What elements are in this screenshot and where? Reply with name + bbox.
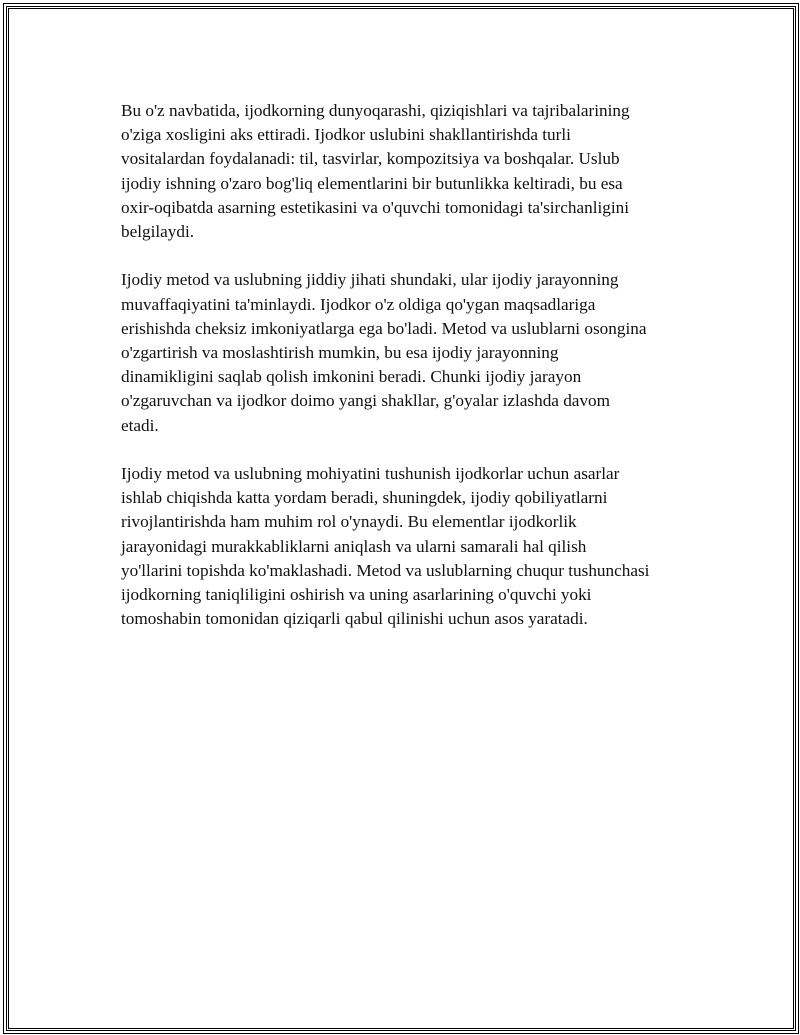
paragraph-1: Bu o'z navbatida, ijodkorning dunyoqarashi, qiziqishlari va tajribalarining o'ziga xosligini aks ettiradi. Ijodkor uslubini shakllantirishda turli vositalardan foydalanadi: til, tasvirlar, kompozitsiya va boshqalar. Uslub ijodiy ishning o'zaro bog'liq elementlarini bir butunlikka keltiradi, bu esa oxir-oqibatda asarning estetikasini va o'quvchi tomonidagi ta'sirchanligini belgilaydi. [121, 101, 630, 242]
page-border [3, 3, 799, 1034]
paragraph-2: Ijodiy metod va uslubning jiddiy jihati shundaki, ular ijodiy jarayonning muvaffaqiyatini ta'minlaydi. Ijodkor o'z oldiga qo'ygan maqsadlariga erishishda cheksiz imkoniyatlarga ega bo'ladi. Metod va uslublarni osongina o'zgartirish va moslashtirish mumkin, bu esa ijodiy jarayonning dinamikligini saqlab qolish imkonini beradi. Chunki ijodiy jarayon o'zgaruvchan va ijodkor doimo yangi shakllar, g'oyalar izlashda davom etadi. [121, 270, 647, 435]
document-body [121, 99, 693, 656]
paragraph-3: Ijodiy metod va uslubning mohiyatini tushunish ijodkorlar uchun asarlar ishlab chiqishda katta yordam beradi, shuningdek, ijodiy qobiliyatlarni rivojlantirishda ham muhim rol o'ynaydi. Bu elementlar ijodkorlik jarayonidagi murakkabliklarni aniqlash va ularni samarali hal qilish yo'llarini topishda ko'maklashadi. Metod va uslublarning chuqur tushunchasi ijodkorning taniqliligini oshirish va uning asarlarining o'quvchi yoki tomoshabin tomonidan qiziqarli qabul qilinishi uchun asos yaratadi. [121, 464, 650, 629]
